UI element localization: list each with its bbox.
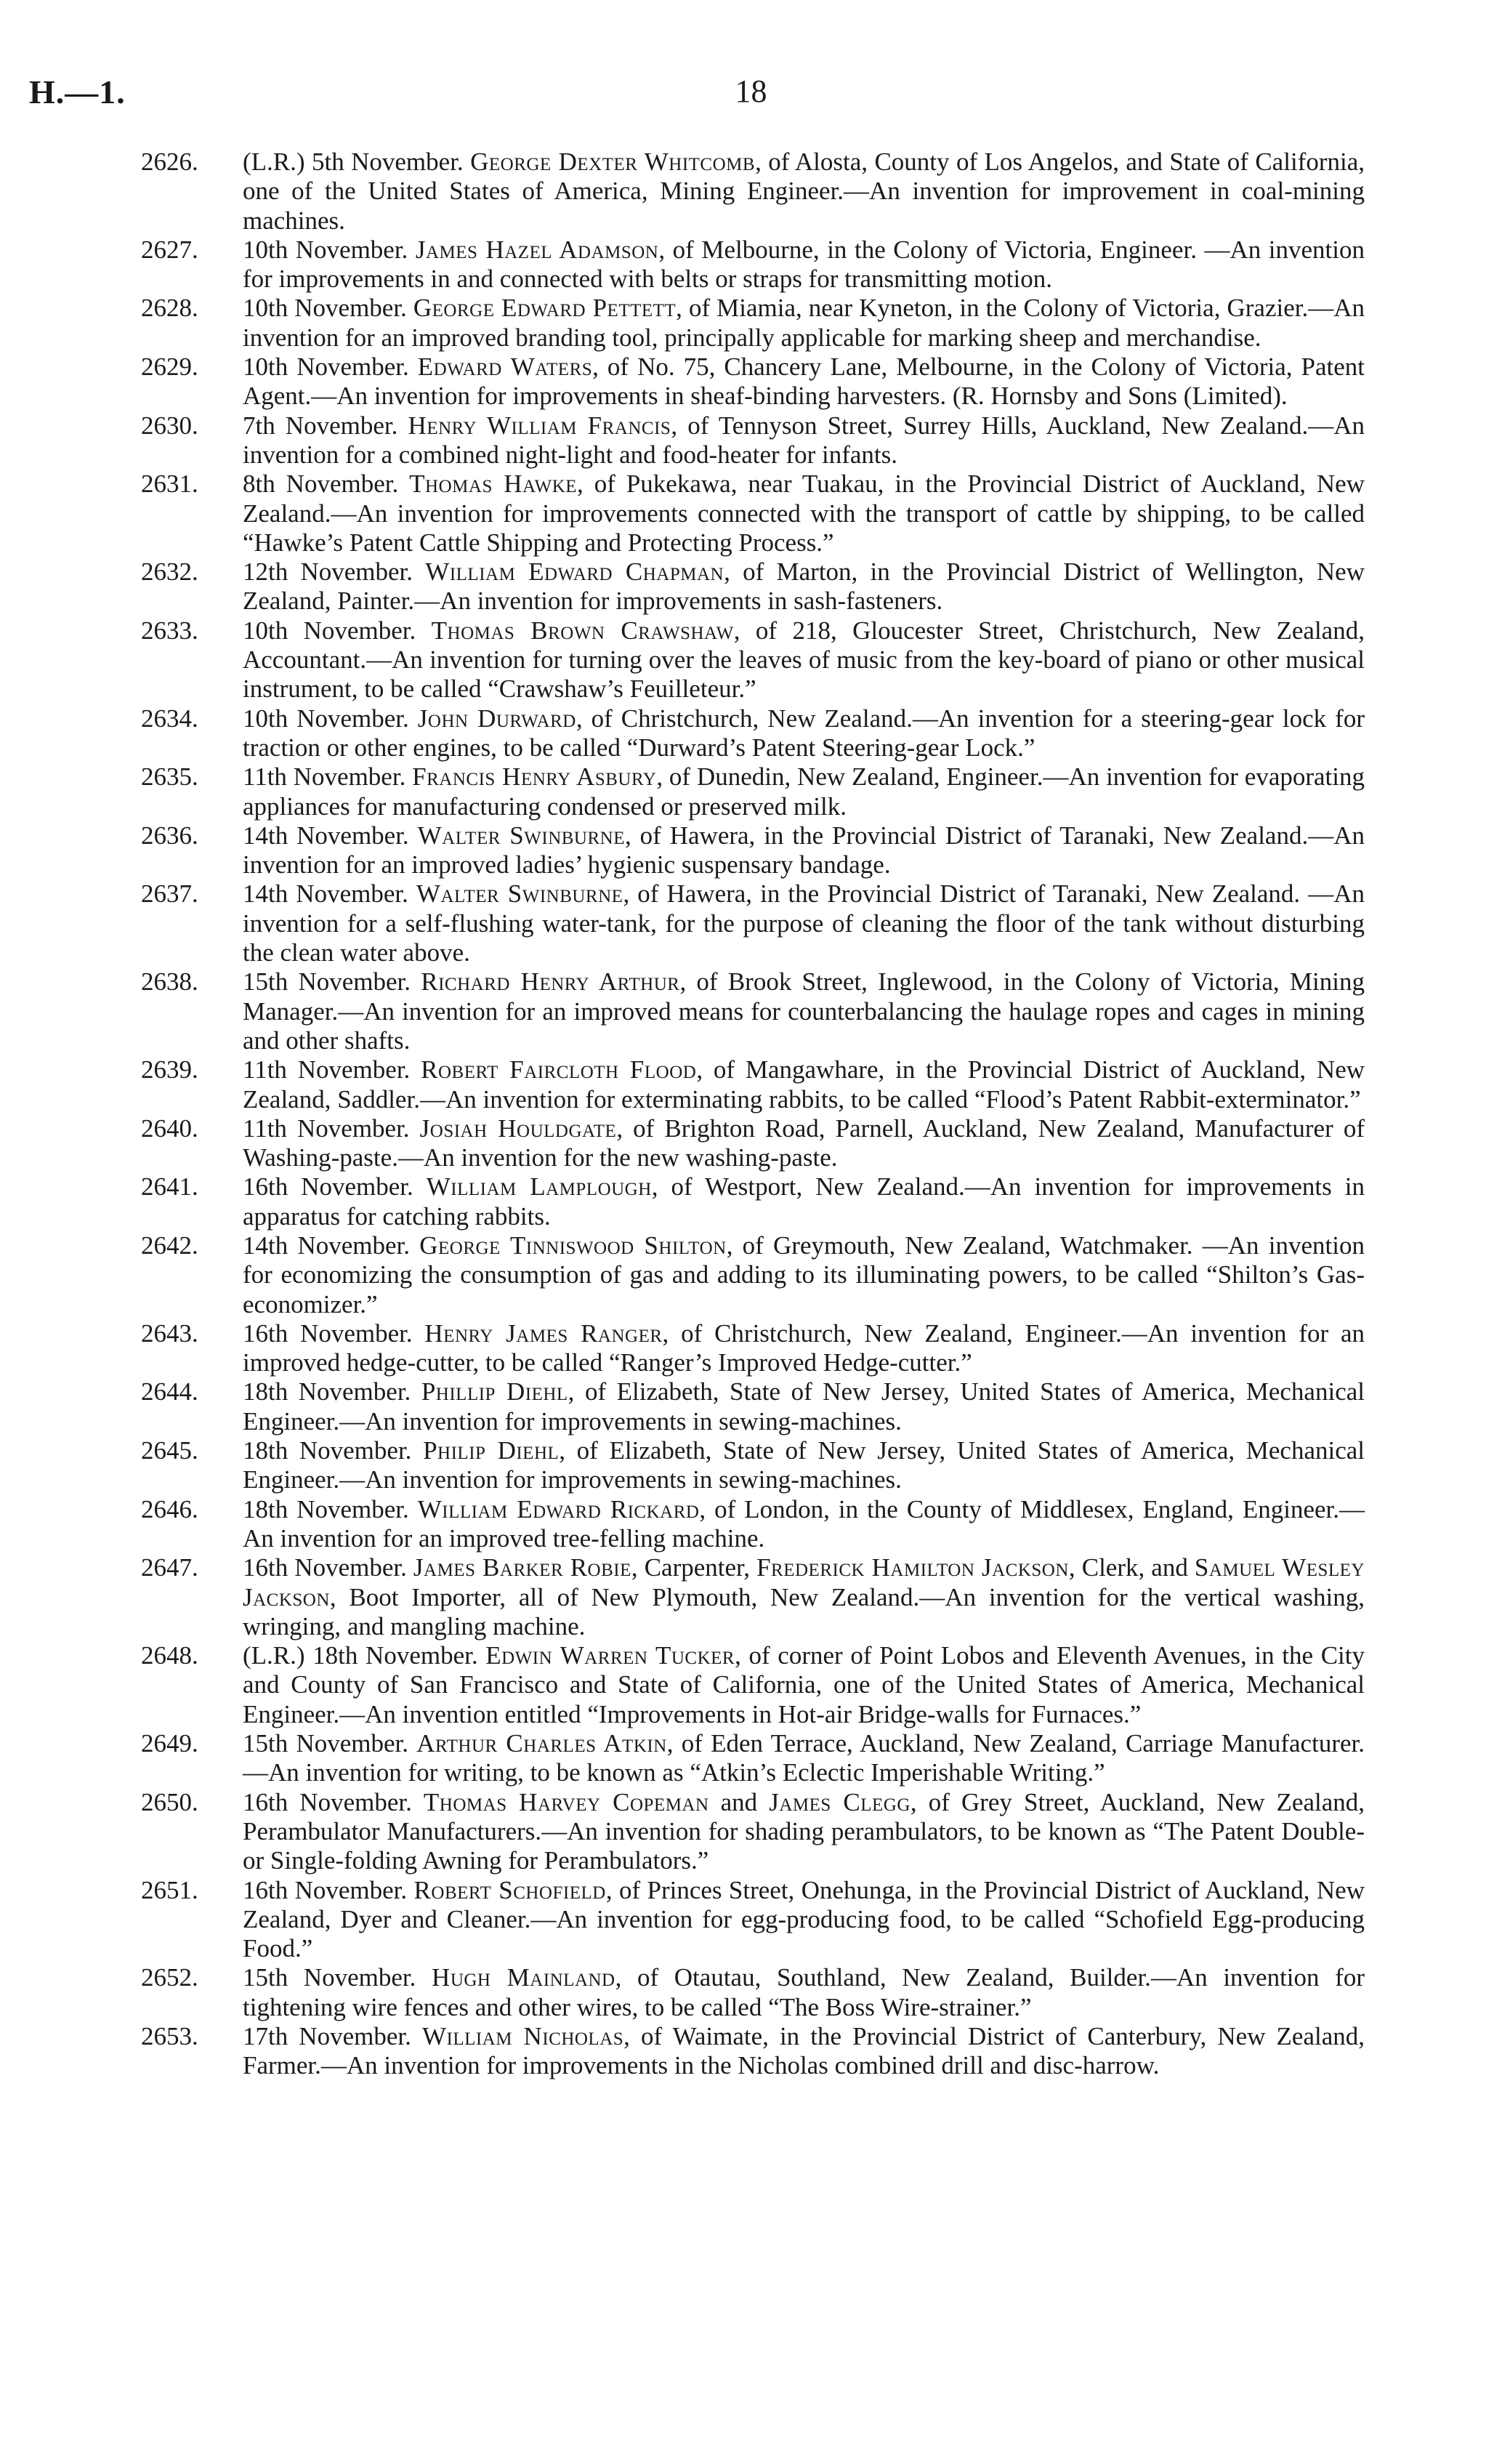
entry-number: 2636. bbox=[141, 821, 198, 850]
entry-number: 2637. bbox=[141, 879, 198, 909]
applicant-name: James Hazel Adamson bbox=[415, 235, 659, 264]
entry-text: , of Westport, New Zealand.—An invention for improvements in apparatus for catching rabbits. bbox=[243, 1172, 1365, 1231]
entry-text: 14th November. bbox=[243, 879, 416, 909]
entry-text: 12th November. bbox=[243, 557, 426, 587]
entry-text: 15th November. bbox=[243, 967, 421, 997]
applicant-name: Robert Faircloth Flood bbox=[421, 1055, 697, 1084]
patent-entry bbox=[141, 1231, 1365, 1319]
applicant-name: John Durward bbox=[417, 704, 576, 733]
entry-text: , of Tennyson Street, Surrey Hills, Auckland, New Zealand.—An invention for a combined night-light and food-heater for infants. bbox=[243, 411, 1365, 469]
applicant-name: George Dexter Whitcomb bbox=[470, 148, 756, 176]
patent-entry bbox=[141, 1319, 1365, 1378]
entry-text: , of 218, Gloucester Street, Christchurch, New Zealand, Accountant.—An invention for turning over the leaves of music from the key-board of piano or other musical instrument, to be called “Crawshaw’s Feuilleteur.” bbox=[243, 616, 1365, 704]
patent-entry bbox=[141, 1436, 1365, 1495]
entry-number: 2640. bbox=[141, 1114, 198, 1143]
applicant-name: Frederick Hamilton Jackson bbox=[756, 1553, 1069, 1582]
applicant-name: Phillip Diehl bbox=[421, 1377, 568, 1406]
patent-entry bbox=[141, 294, 1365, 353]
entry-text: , Boot Importer, all of New Plymouth, New Zealand.—An invention for the vertical washing, wringing, and mangling machine. bbox=[243, 1582, 1365, 1640]
entry-text: 10th November. bbox=[243, 704, 418, 733]
entry-text: , of Elizabeth, State of New Jersey, United States of America, Mechanical Engineer.—An invention for improvements in sewing-machines. bbox=[243, 1377, 1365, 1436]
entry-number: 2639. bbox=[141, 1055, 198, 1084]
entry-number: 2631. bbox=[141, 470, 198, 499]
applicant-name: Henry James Ranger bbox=[424, 1318, 663, 1348]
patent-entry bbox=[141, 1788, 1365, 1876]
patent-entry bbox=[141, 616, 1365, 704]
entry-number: 2635. bbox=[141, 762, 198, 792]
entry-text: (L.R.) 18th November. bbox=[243, 1641, 486, 1670]
entry-number: 2626. bbox=[141, 148, 198, 176]
patent-entry bbox=[141, 1114, 1365, 1173]
entry-text: 16th November. bbox=[243, 1172, 427, 1201]
entry-text: 11th November. bbox=[243, 1114, 420, 1143]
entry-text: , of Brook Street, Inglewood, in the Colony of Victoria, Mining Manager.—An invention for an improved means for counterbalancing the haulage ropes and cages in mining and other shafts. bbox=[243, 967, 1365, 1055]
entry-text: 14th November. bbox=[243, 1231, 420, 1260]
entry-text: , of Princes Street, Onehunga, in the Provincial District of Auckland, New Zealand, Dyer and Cleaner.—An invention for egg-producing food, to be called “Schofield Egg-producing Food.” bbox=[243, 1875, 1365, 1963]
patent-entry bbox=[141, 1876, 1365, 1964]
entry-number: 2653. bbox=[141, 2022, 198, 2050]
entry-text: , of Christchurch, New Zealand, Engineer.—An invention for an improved hedge-cutter, to be called “Ranger’s Improved Hedge-cutter.” bbox=[243, 1318, 1365, 1377]
applicant-name: Thomas Harvey Copeman bbox=[423, 1787, 709, 1816]
entry-text: 8th November. bbox=[243, 470, 410, 499]
applicant-name: Edwin Warren Tucker bbox=[485, 1641, 735, 1670]
entry-text: , of Marton, in the Provincial District of Wellington, New Zealand, Painter.—An invention for improvements in sash-fasteners. bbox=[243, 557, 1365, 616]
patent-entry bbox=[141, 1729, 1365, 1788]
patent-entry bbox=[141, 557, 1365, 616]
applicant-name: Thomas Brown Crawshaw bbox=[431, 616, 734, 645]
entry-text: , of London, in the County of Middlesex, England, Engineer.—An invention for an improved tree-felling machine. bbox=[243, 1494, 1365, 1553]
entry-number: 2628. bbox=[141, 294, 198, 323]
entry-text: , of Alosta, County of Los Angelos, and State of California, one of the United States of America, Mining Engineer.—An invention for improvement in coal-mining machines. bbox=[243, 148, 1365, 235]
patent-entry bbox=[141, 353, 1365, 411]
entry-number: 2645. bbox=[141, 1436, 198, 1465]
applicant-name: George Edward Pettett bbox=[413, 294, 677, 323]
applicant-name: Josiah Houldgate bbox=[419, 1114, 617, 1143]
entry-text: 10th November. bbox=[243, 235, 416, 264]
entry-text: 16th November. bbox=[243, 1875, 414, 1904]
entry-text: , of Mangawhare, in the Provincial District of Auckland, New Zealand, Saddler.—An invention for exterminating rabbits, to be called “Flood’s Patent Rabbit-exterminator.” bbox=[243, 1055, 1365, 1114]
entry-number: 2650. bbox=[141, 1787, 198, 1816]
entry-text: 16th November. bbox=[243, 1553, 413, 1582]
entry-text: , Clerk, and bbox=[1068, 1553, 1195, 1582]
applicant-name: William Nicholas bbox=[421, 2022, 624, 2050]
patent-entry bbox=[141, 2022, 1365, 2081]
entry-text: 10th November. bbox=[243, 616, 432, 645]
entry-number: 2629. bbox=[141, 353, 198, 382]
patent-entry bbox=[141, 1963, 1365, 2022]
entry-text: 16th November. bbox=[243, 1787, 424, 1816]
entry-number: 2649. bbox=[141, 1729, 198, 1758]
entry-text: 15th November. bbox=[243, 1963, 432, 1992]
entry-text: and bbox=[708, 1787, 770, 1816]
entry-text: , of Grey Street, Auckland, New Zealand, Perambulator Manufacturers.—An invention for shading perambulators, to be known as “The Patent Double- or Single-folding Awning for Perambulators.” bbox=[243, 1787, 1365, 1875]
entry-text: 18th November. bbox=[243, 1377, 421, 1406]
patent-entry bbox=[141, 1377, 1365, 1436]
entry-number: 2643. bbox=[141, 1318, 198, 1348]
entry-text: , of Otautau, Southland, New Zealand, Builder.—An invention for tightening wire fences and other wires, to be called “The Boss Wire-strainer.” bbox=[243, 1963, 1365, 2021]
entry-number: 2648. bbox=[141, 1641, 198, 1670]
entry-text: , of Eden Terrace, Auckland, New Zealand, Carriage Manufacturer.—An invention for writing, to be known as “Atkin’s Eclectic Imperishable Writing.” bbox=[243, 1729, 1365, 1787]
entry-number: 2634. bbox=[141, 704, 198, 733]
applicant-name: Edward Waters bbox=[417, 353, 593, 382]
entry-number: 2651. bbox=[141, 1875, 198, 1904]
applicant-name: Arthur Charles Atkin bbox=[416, 1729, 667, 1758]
applicant-name: Walter Swinburne bbox=[416, 879, 623, 909]
patent-entry bbox=[141, 235, 1365, 294]
entry-number: 2632. bbox=[141, 557, 198, 587]
entry-text: , of Waimate, in the Provincial District of Canterbury, New Zealand, Farmer.—An invention for improvements in the Nicholas combined drill and disc-harrow. bbox=[243, 2022, 1365, 2080]
patent-entry bbox=[141, 1495, 1365, 1554]
entry-text: , of corner of Point Lobos and Eleventh Avenues, in the City and County of San Francisco and State of California, one of the United States of America, Mechanical Engineer.—An invention entitled “Improvements in Hot-air Bridge-walls for Furnaces.” bbox=[243, 1641, 1365, 1728]
applicant-name: Thomas Hawke bbox=[409, 470, 578, 499]
entry-text: , of Miamia, near Kyneton, in the Colony of Victoria, Grazier.—An invention for an improved branding tool, principally applicable for marking sheep and merchandise. bbox=[243, 294, 1365, 352]
entry-number: 2652. bbox=[141, 1963, 198, 1992]
entry-text: , of Hawera, in the Provincial District of Taranaki, New Zealand.—An invention for an improved ladies’ hygienic suspensary bandage. bbox=[243, 821, 1365, 879]
entry-text: 10th November. bbox=[243, 294, 413, 323]
entry-text: 15th November. bbox=[243, 1729, 417, 1758]
applicant-name: Richard Henry Arthur bbox=[421, 967, 680, 997]
patent-entry bbox=[141, 1055, 1365, 1114]
document-code: H.—1. bbox=[29, 73, 126, 110]
entry-number: 2627. bbox=[141, 235, 198, 264]
applicant-name: William Lamplough bbox=[426, 1172, 652, 1201]
entry-number: 2647. bbox=[141, 1553, 198, 1582]
entry-text: , of Pukekawa, near Tuakau, in the Provincial District of Auckland, New Zealand.—An invention for improvements connected with the transport of cattle by shipping, to be called “Hawke’s Patent Cattle Shipping and Protecting Process.” bbox=[243, 470, 1365, 557]
entry-text: 18th November. bbox=[243, 1436, 424, 1465]
entry-text: (L.R.) 5th November. bbox=[243, 148, 471, 176]
patent-entry bbox=[141, 1172, 1365, 1231]
entry-text: 16th November. bbox=[243, 1318, 425, 1348]
entry-text: , of Hawera, in the Provincial District of Taranaki, New Zealand. —An invention for a self-flushing water-tank, for the purpose of cleaning the floor of the tank without disturbing the clean water above. bbox=[243, 879, 1365, 967]
entry-number: 2630. bbox=[141, 411, 198, 440]
patent-entry bbox=[141, 411, 1365, 470]
patent-entry bbox=[141, 470, 1365, 557]
entry-text: , of No. 75, Chancery Lane, Melbourne, in the Colony of Victoria, Patent Agent.—An invention for improvements in sheaf-binding harvesters. (R. Hornsby and Sons (Limited). bbox=[243, 353, 1365, 411]
entry-text: , of Christchurch, New Zealand.—An invention for a steering-gear lock for traction or other engines, to be called “Durward’s Patent Steering-gear Lock.” bbox=[243, 704, 1365, 762]
entry-text: 10th November. bbox=[243, 353, 418, 382]
entry-text: , of Dunedin, New Zealand, Engineer.—An invention for evaporating appliances for manufacturing condensed or preserved milk. bbox=[243, 762, 1365, 821]
entry-number: 2642. bbox=[141, 1231, 198, 1260]
patent-entry bbox=[141, 762, 1365, 821]
patent-list bbox=[141, 148, 1365, 2081]
entry-text: , of Melbourne, in the Colony of Victoria, Engineer. —An invention for improvements in and connected with belts or straps for transmitting motion. bbox=[243, 235, 1365, 294]
applicant-name: Henry William Francis bbox=[408, 411, 671, 440]
applicant-name: William Edward Chapman bbox=[425, 557, 724, 587]
page-number: 18 bbox=[735, 73, 767, 109]
entry-text: , of Greymouth, New Zealand, Watchmaker. —An invention for economizing the consumption of gas and adding to its illuminating powers, to be called “Shilton’s Gas-economizer.” bbox=[243, 1231, 1365, 1318]
entry-number: 2638. bbox=[141, 967, 198, 997]
applicant-name: Philip Diehl bbox=[423, 1436, 560, 1465]
entry-number: 2633. bbox=[141, 616, 198, 645]
patent-entry bbox=[141, 879, 1365, 967]
entry-text: 11th November. bbox=[243, 762, 413, 792]
applicant-name: James Barker Robie bbox=[413, 1553, 631, 1582]
entry-text: 17th November. bbox=[243, 2022, 422, 2050]
applicant-name: Francis Henry Asbury bbox=[412, 762, 657, 792]
applicant-name: Hugh Mainland bbox=[432, 1963, 615, 1992]
applicant-name: Walter Swinburne bbox=[417, 821, 625, 850]
entry-number: 2641. bbox=[141, 1172, 198, 1201]
applicant-name: Samuel Wesley Jackson bbox=[243, 1553, 1365, 1611]
patent-entry bbox=[141, 704, 1365, 763]
applicant-name: William Edward Rickard bbox=[417, 1494, 700, 1523]
applicant-name: James Clegg bbox=[769, 1787, 911, 1816]
patent-entry bbox=[141, 148, 1365, 235]
applicant-name: Robert Schofield bbox=[413, 1875, 606, 1904]
entry-text: 11th November. bbox=[243, 1055, 421, 1084]
entry-text: 14th November. bbox=[243, 821, 418, 850]
patent-entry bbox=[141, 967, 1365, 1055]
entry-text: , of Elizabeth, State of New Jersey, United States of America, Mechanical Engineer.—An invention for improvements in sewing-machines. bbox=[243, 1436, 1365, 1494]
patent-entry bbox=[141, 1553, 1365, 1641]
entry-text: , Carpenter, bbox=[631, 1553, 757, 1582]
patent-entry bbox=[141, 1641, 1365, 1729]
entry-text: 7th November. bbox=[243, 411, 408, 440]
entry-number: 2646. bbox=[141, 1494, 198, 1523]
entry-text: , of Brighton Road, Parnell, Auckland, New Zealand, Manufacturer of Washing-paste.—An invention for the new washing-paste. bbox=[243, 1114, 1365, 1172]
entry-text: 18th November. bbox=[243, 1494, 418, 1523]
applicant-name: George Tinniswood Shilton bbox=[419, 1231, 727, 1260]
entry-number: 2644. bbox=[141, 1377, 198, 1406]
patent-entry bbox=[141, 821, 1365, 880]
